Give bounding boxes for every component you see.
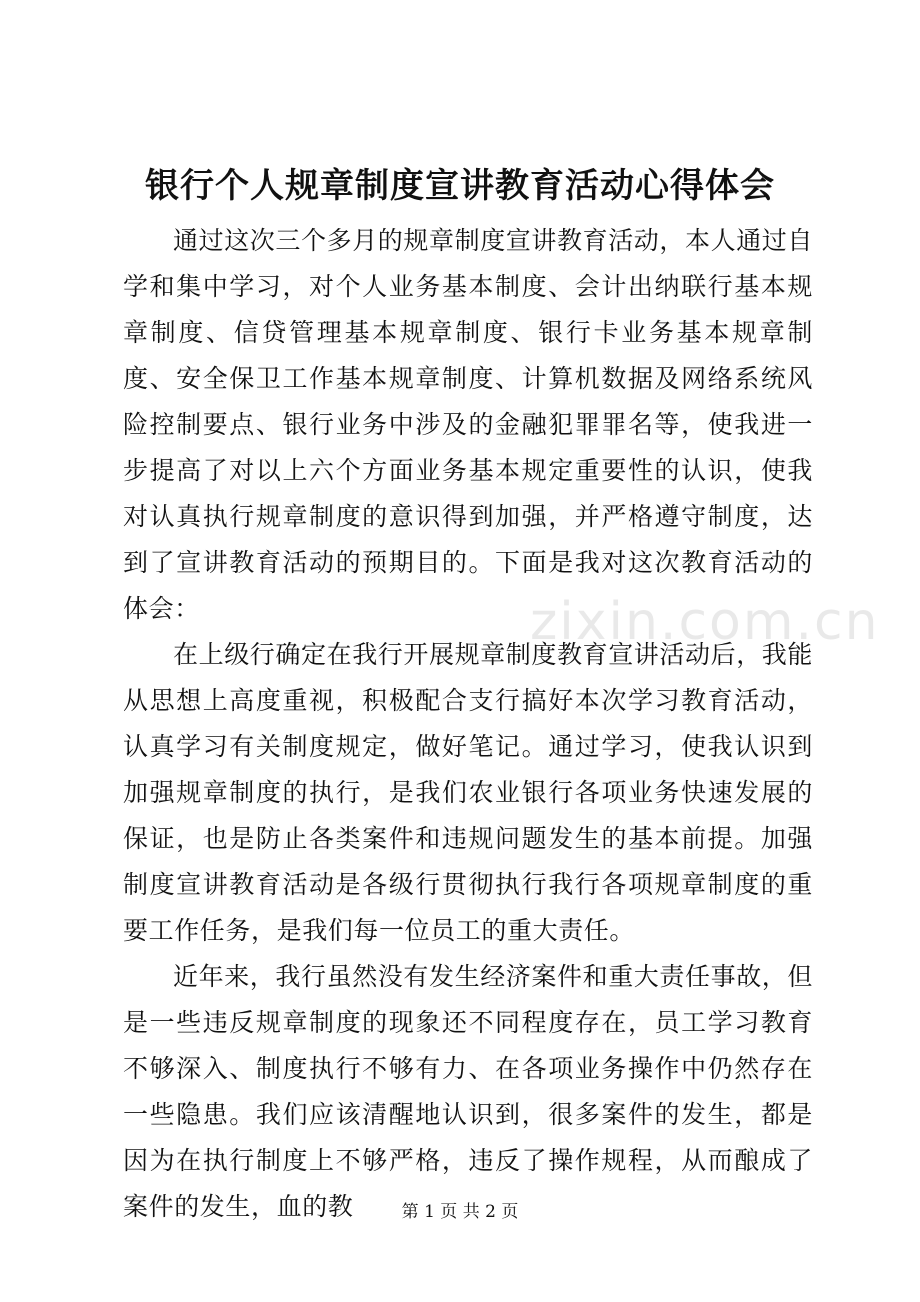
watermark-logo: zixin.com.cn (530, 592, 880, 652)
paragraph-3: 近年来，我行虽然没有发生经济案件和重大责任事故，但是一些违反规章制度的现象还不同程度存在，员工学习教育不够深入、制度执行不够有力、在各项业务操作中仍然存在一些隐患。我们应该清醒地认识到，很多案件的发生，都是因为在执行制度上不够严格，违反了操作规程，从而酿成了案件的发生，血的教 (123, 962, 814, 1221)
page-footer: 第 1 页 共 2 页 (401, 1202, 519, 1222)
document-body (123, 218, 813, 1230)
document-title: 银行个人规章制度宣讲教育活动心得体会 (145, 166, 775, 206)
paragraph-2: 在上级行确定在我行开展规章制度教育宣讲活动后，我能从思想上高度重视，积极配合支行搞好本次学习教育活动，认真学习有关制度规定，做好笔记。通过学习，使我认识到加强规章制度的执行，是我们农业银行各项业务快速发展的保证，也是防止各类案件和违规问题发生的基本前提。加强制度宣讲教育活动是各级行贯彻执行我行各项规章制度的重要工作任务，是我们每一位员工的重大责任。 (123, 640, 814, 945)
paragraph-1: 通过这次三个多月的规章制度宣讲教育活动，本人通过自学和集中学习，对个人业务基本制度、会计出纳联行基本规章制度、信贷管理基本规章制度、银行卡业务基本规章制度、安全保卫工作基本规章制度、计算机数据及网络系统风险控制要点、银行业务中涉及的金融犯罪罪名等，使我进一步提高了对以上六个方面业务基本规定重要性的认识，使我对认真执行规章制度的意识得到加强，并严格遵守制度，达到了宣讲教育活动的预期目的。下面是我对这次教育活动的体会： (123, 226, 814, 623)
